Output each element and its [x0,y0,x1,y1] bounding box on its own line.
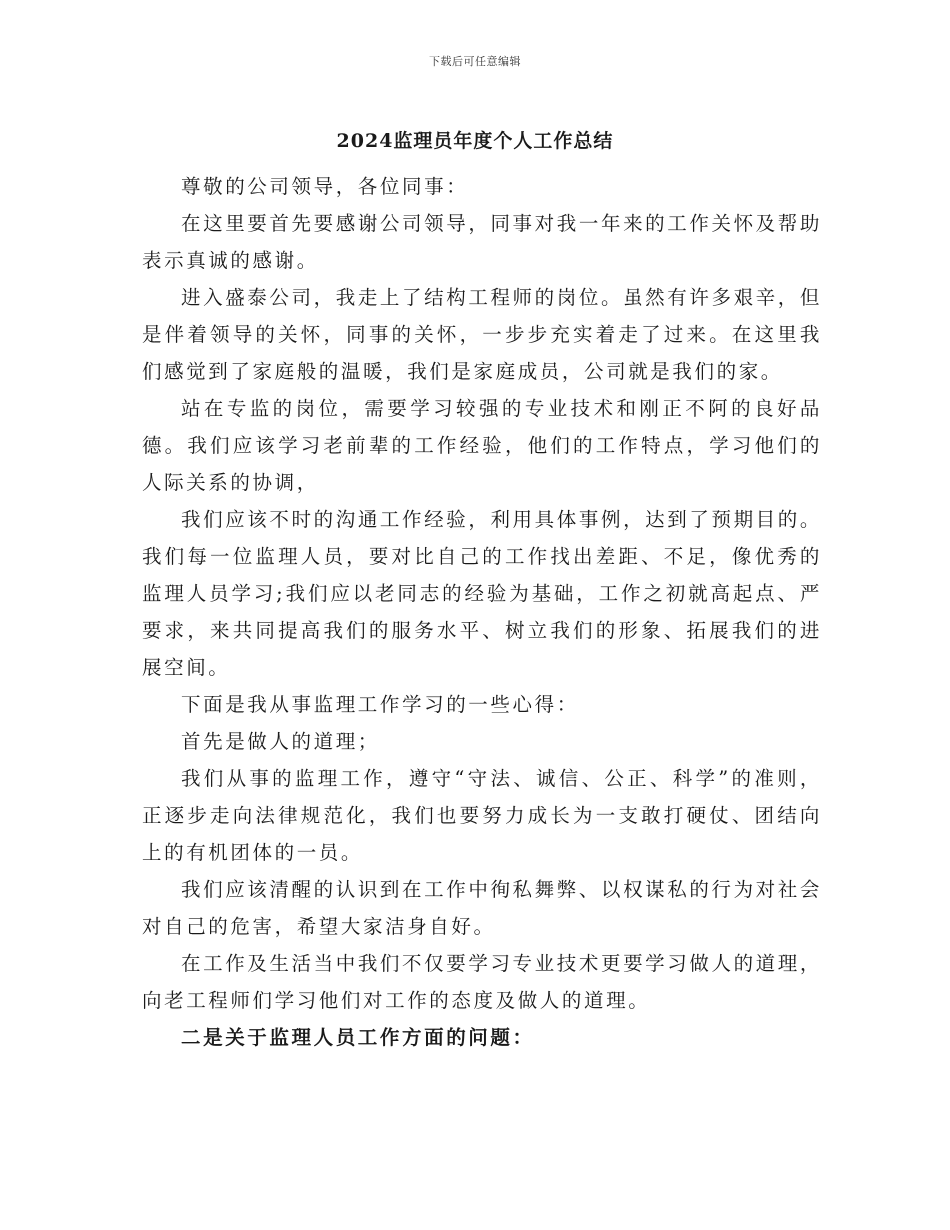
header-note: 下载后可任意编辑 [429,55,521,68]
paragraph: 我们应该清醒的认识到在工作中徇私舞弊、以权谋私的行为对社会对自己的危害，希望大家洁身自好。 [142,878,822,938]
paragraph-salutation: 尊敬的公司领导，各位同事： [181,175,469,198]
paragraph: 首先是做人的道理； [181,730,380,753]
paragraph: 下面是我从事监理工作学习的一些心得： [181,693,579,716]
document-title: 2024监理员年度个人工作总结 [336,130,614,152]
paragraph: 站在专监的岗位，需要学习较强的专业技术和刚正不阿的良好品德。我们应该学习老前辈的工作经验，他们的工作特点，学习他们的人际关系的协调， [142,397,822,494]
paragraph: 我们应该不时的沟通工作经验，利用具体事例，达到了预期目的。我们每一位监理人员，要对比自己的工作找出差距、不足，像优秀的监理人员学习;我们应以老同志的经验为基础，工作之初就高起点、严要求，来共同提高我们的服务水平、树立我们的形象、拓展我们的进展空间。 [142,508,822,679]
paragraph: 进入盛泰公司，我走上了结构工程师的岗位。虽然有许多艰辛，但是伴着领导的关怀，同事的关怀，一步步充实着走了过来。在这里我们感觉到了家庭般的温暖，我们是家庭成员，公司就是我们的家。 [142,286,822,383]
document-body [142,168,822,1056]
paragraph: 我们从事的监理工作，遵守“守法、诚信、公正、科学”的准则，正逐步走向法律规范化，我们也要努力成长为一支敢打硬仗、团结向上的有机团体的一员。 [142,767,822,864]
section-heading: 二是关于监理人员工作方面的问题： [181,1026,535,1049]
paragraph: 在这里要首先要感谢公司领导，同事对我一年来的工作关怀及帮助表示真诚的感谢。 [142,212,822,272]
paragraph: 在工作及生活当中我们不仅要学习专业技术更要学习做人的道理，向老工程师们学习他们对工作的态度及做人的道理。 [142,952,822,1012]
